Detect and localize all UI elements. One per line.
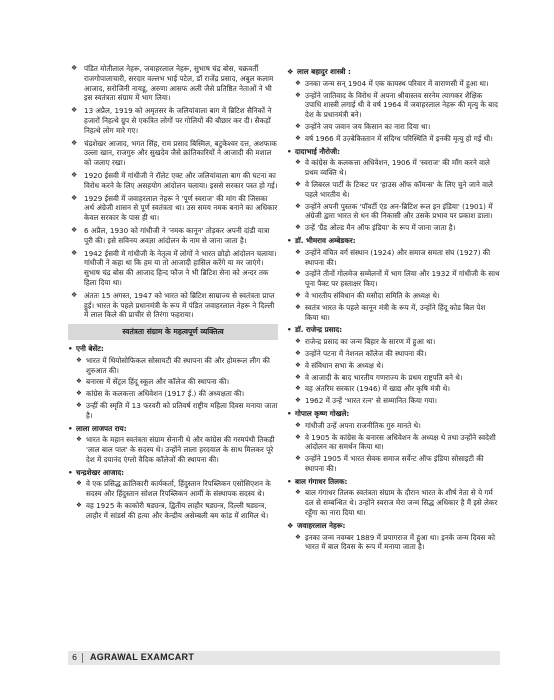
section-heading (287, 67, 500, 77)
right-column (287, 64, 500, 554)
section-heading (68, 344, 278, 354)
paragraph-text: चंद्रशेखर आजाद, भगत सिंह, राम प्रसाद बिस्मिल, बटुकेश्वर दत्त, अशफाक उल्ला खान, राजगुरु और सुखदेव जैसे क्रांतिकारियों ने आजादी की मशाल को जलाए रखा। (84, 138, 277, 168)
list-item-text: उन्होंने तीनों गोलमेज सम्मेलनों में भाग लिया और 1932 में गांधीजी के साथ पूना पैक्ट पर हस्ताक्षर किए। (305, 269, 500, 289)
diamond-bullet-icon: ❖ (76, 435, 82, 444)
section-bullet-icon: • (68, 467, 73, 477)
section-heading (287, 147, 500, 157)
paragraph-item (68, 171, 278, 191)
section-heading (287, 409, 500, 419)
left-column (68, 64, 278, 523)
list-item-text: वे संविधान सभा के अध्यक्ष थे। (305, 360, 384, 370)
diamond-bullet-icon: ❖ (71, 64, 78, 72)
paragraph-item (68, 194, 278, 223)
diamond-bullet-icon: ❖ (71, 225, 78, 234)
list-item (287, 421, 500, 431)
section-title: दादाभाई नौरोजी: (295, 146, 341, 156)
diamond-bullet-icon: ❖ (71, 290, 78, 299)
list-item-text: वे लिबरल पार्टी के टिकट पर 'हाउस ऑफ कॉमन्स' के लिए चुने जाने वाले पहले भारतीय थे। (305, 179, 493, 199)
list-item (287, 488, 500, 517)
section-title: लाला लाजपत राय: (76, 423, 127, 433)
list-item (287, 291, 500, 301)
list-item-text: भारत में थियोसोफिकल सोसायटी की स्थापना की और होमरूल लीग की शुरुआत की। (86, 355, 270, 375)
paragraph-text: 1920 ईसवी में गांधीजी ने रॉलेट एक्ट और जलियांवाला बाग की घटना का विरोध करने के लिए असहयोग आंदोलन चलाया। इससे सरकार पस्त हो गई। (84, 170, 278, 190)
list-item-text: भारत के महान स्वतंत्रता संग्राम सेनानी थे और कांग्रेस की गरमपंथी तिकड़ी 'लाल बाल पाल' के सदस्य थे। उन्होंने लाला हरदयाल के साथ मिलकर पूरे देश में दयानंद एंग्लो वैदिक कॉलेजों की स्थापना की। (86, 435, 275, 464)
diamond-bullet-icon: ❖ (295, 158, 301, 167)
list-item-text: वर्ष 1966 में उज़्बेकिस्तान में संदिग्ध परिस्थिति में इनकी मृत्यु हो गई थी। (305, 133, 493, 143)
diamond-bullet-icon: ❖ (295, 90, 301, 99)
diamond-bullet-icon: ❖ (76, 479, 82, 488)
list-item (287, 337, 500, 347)
paragraph-item (68, 106, 278, 135)
section-bullet-icon: ❖ (287, 520, 294, 530)
list-item-text: वे कांग्रेस के कलकत्ता अधिवेशन, 1906 में 'स्वराज' की माँग करने वाले प्रथम व्यक्ति थे। (305, 158, 490, 178)
section-heading (287, 236, 500, 246)
list-item (68, 435, 278, 464)
diamond-bullet-icon: ❖ (71, 193, 78, 202)
list-item (287, 223, 500, 233)
list-item (287, 91, 500, 120)
diamond-bullet-icon: ❖ (295, 201, 301, 210)
list-item-text: वे 1905 के कांग्रेस के बनारस अधिवेशन के अध्यक्ष थे तथा उन्होंने स्वदेशी आंदोलन का समर्थन किया था। (305, 432, 496, 452)
section-bullet-icon: • (68, 423, 73, 433)
paragraph-item (68, 291, 278, 320)
list-item (287, 433, 500, 453)
section-bullet-icon: ❖ (287, 67, 294, 76)
section-heading (287, 325, 500, 335)
paragraph-item (68, 64, 278, 103)
section-bullet-icon: • (287, 146, 292, 156)
list-item-text: बाल गंगाधर तिलक स्वतंत्रता संग्राम के दौरान भारत के शीर्ष नेता से ये गर्म दल से सम्बन्धित थे। उन्होंने स्वराज मेरा जन्म सिद्ध अधिकार है मैं इसे लेकर रहूँगा का नारा दिया था। (305, 488, 498, 518)
list-item (287, 269, 500, 289)
list-item-text: उन्हें 'ग्रैंड ओल्ड मैन ऑफ इंडिया' के रूप में जाना जाता है। (305, 223, 456, 233)
diamond-bullet-icon: ❖ (295, 269, 301, 278)
list-item-text: उन्होंने पटना में नेशनल कॉलेज की स्थापना की। (305, 348, 427, 358)
list-item (287, 384, 500, 394)
diamond-bullet-icon: ❖ (295, 302, 301, 311)
diamond-bullet-icon: ❖ (295, 121, 301, 130)
list-item (287, 303, 500, 323)
section-bullet-icon: • (287, 476, 292, 486)
paragraph-text: अंततः 15 अगस्त, 1947 को भारत को ब्रिटिश साम्राज्य से स्वतंत्रता प्राप्त हुई। भारत के पहले प्रधानमंत्री के रूप में पंडित जवाहरलाल नेहरू ने दिल्ली में लाल किले की प्राचीर से तिरंगा फहराया। (84, 290, 275, 320)
section-bullet-icon: • (68, 343, 73, 353)
list-item (287, 202, 500, 222)
list-item-text: स्वतंत्र भारत के पहले कानून मंत्री के रूप में, उन्होंने हिंदू कोड बिल पेश किया था। (305, 302, 486, 322)
list-item (68, 377, 278, 387)
diamond-bullet-icon: ❖ (295, 488, 301, 497)
diamond-bullet-icon: ❖ (295, 133, 301, 142)
diamond-bullet-icon: ❖ (295, 179, 301, 188)
section-title: बाल गंगाधर तिलक: (295, 476, 348, 486)
section-title: डॉ. राजेन्द्र प्रसाद: (295, 325, 343, 335)
list-item (68, 501, 278, 521)
list-item-text: वे भारतीय संविधान की मसौदा समिति के अध्यक्ष थे। (305, 290, 440, 300)
list-item (287, 122, 500, 132)
list-item (287, 158, 500, 178)
list-item (287, 533, 500, 553)
section-banner: स्वतंत्रता संग्राम के महत्वपूर्ण व्यक्तित्व (68, 324, 278, 340)
diamond-bullet-icon: ❖ (76, 355, 82, 364)
diamond-bullet-icon: ❖ (71, 138, 78, 147)
diamond-bullet-icon: ❖ (295, 290, 301, 299)
section-heading (68, 468, 278, 478)
list-item-text: इनका जन्म नवम्बर 1889 में प्रयागराज में हुआ था। इनके जन्म दिवस को भारत में बाल दिवस के रूप में मनाया जाता है। (305, 532, 495, 552)
list-item-text: उन्होंने अपनी पुस्तक 'पॉवर्टी एंड अन-ब्रिटिश रूल इन इंडिया' (1901) में अंग्रेजी द्वारा भारत से धन की निकासी और उसके प्रभाव पर प्रकाश डाला। (305, 201, 493, 221)
list-item (287, 248, 500, 268)
list-item (68, 356, 278, 376)
list-item-text: उन्होंने 1905 में भारत सेवक समाज सर्वेन्ट ऑफ इंडिया सोसाइटी की स्थापना की। (305, 454, 484, 473)
footer-divider (82, 653, 83, 663)
diamond-bullet-icon: ❖ (295, 223, 301, 232)
brand-logo-text: AGRAWAL EXAMCART (90, 652, 195, 662)
section-heading (68, 424, 278, 434)
list-item-text: कांग्रेस के कलकत्ता अधिवेशन (1917 ई.) की अध्यक्षता की। (86, 389, 245, 399)
list-item-text: वे आजादी के बाद भारतीय गणराज्य के प्रथम राष्ट्रपति बने थे। (305, 372, 463, 382)
list-item (287, 361, 500, 371)
section-bullet-icon: • (287, 235, 292, 245)
diamond-bullet-icon: ❖ (71, 170, 78, 179)
list-item (68, 389, 278, 399)
list-item-text: उनका जन्म सन् 1904 में एक कायस्थ परिवार में वाराणसी में हुआ था। (305, 78, 489, 88)
list-item-text: 1962 में उन्हें 'भारत रत्न' से सम्मानित किया गया। (305, 396, 437, 406)
list-item-text: वे एक प्रसिद्ध क्रांतिकारी कार्यकर्ता, हिंदुस्तान रिपब्लिकन एसोसिएशन के सदस्य और हिंदुस्तान सोशल रिपब्लिकन आर्मी के संस्थापक सदस्य थे। (86, 479, 271, 499)
list-item-text: बनारस में सेंट्रल हिंदू स्कूल और कॉलेज की स्थापना की। (86, 377, 230, 387)
paragraph-item (68, 249, 278, 288)
diamond-bullet-icon: ❖ (295, 432, 301, 441)
list-item (287, 180, 500, 200)
diamond-bullet-icon: ❖ (71, 106, 78, 115)
diamond-bullet-icon: ❖ (295, 348, 301, 357)
section-title: जवाहरलाल नेहरू: (297, 520, 346, 530)
diamond-bullet-icon: ❖ (295, 420, 301, 429)
list-item (287, 373, 500, 383)
diamond-bullet-icon: ❖ (76, 501, 82, 510)
paragraph-text: पंडित मोतीलाल नेहरू, जवाहरलाल नेहरू, सुभाष चंद्र बोस, चक्रवर्ती राजगोपालाचारी, सरदार वल्लभ भाई पटेल, डॉ राजेंद्र प्रसाद, अबुल कलाम आजाद, सरोजिनी नायडू, अरुणा आसफ अली जैसे प्रतिष्ठित नेताओं ने भी इस स्वतंत्रता संग्राम में भाग लिया। (84, 64, 274, 103)
diamond-bullet-icon: ❖ (295, 532, 301, 541)
section-bullet-icon: • (287, 408, 292, 418)
diamond-bullet-icon: ❖ (76, 400, 82, 409)
paragraph-text: 13 अप्रैल, 1919 को अमृतसर के जलियांवाला बाग में ब्रिटिश सैनिकों ने हजारों निहत्थे ग्रुप से एकत्रित लोगों पर गोलियों की बौछार कर दी। सैकड़ों निहत्थे लोग मारे गए। (84, 106, 272, 135)
section-heading (287, 521, 500, 531)
section-title: चन्द्रशेखर आजाद: (76, 467, 125, 477)
list-item (287, 349, 500, 359)
list-item (68, 401, 278, 421)
diamond-bullet-icon: ❖ (295, 396, 301, 405)
page-number: 6 (72, 653, 78, 662)
diamond-bullet-icon: ❖ (71, 248, 78, 257)
list-item-text: उन्होंने जातिवाद के विरोध में अपना श्रीवास्तव सरनेम त्यागकर शैक्षिक उपाधि शास्त्री लगाई थी वे वर्ष 1964 में जवाहरलाल नेहरू की मृत्यु के बाद देश के प्रधानमंत्री बने। (305, 90, 498, 120)
section-bullet-icon: • (287, 325, 292, 335)
list-item (68, 479, 278, 499)
list-item-text: वह अंतरिम सरकार (1946) में खाद्य और कृषि मंत्री थे। (305, 384, 450, 394)
list-item (287, 454, 500, 474)
diamond-bullet-icon: ❖ (295, 384, 301, 393)
paragraph-item (68, 226, 278, 246)
list-item-text: वह 1925 के काकोरी षड्यन्त्र, द्वितीय लाहौर षड्यन्त्र, दिल्ली षड्यन्त्र, लाहौर में सांडर्स की हत्या और केन्द्रीय असेम्बली बम कांड में शामिल थे। (86, 501, 269, 520)
section-heading (287, 477, 500, 487)
diamond-bullet-icon: ❖ (295, 360, 301, 369)
section-title: गोपाल कृष्ण गोखले: (295, 408, 350, 418)
diamond-bullet-icon: ❖ (295, 247, 301, 256)
page-footer (68, 651, 500, 665)
diamond-bullet-icon: ❖ (295, 337, 301, 346)
list-item-text: उन्होंने जय जवान जय किसान का नारा दिया था। (305, 121, 431, 131)
list-item-text: गांधीजी उन्हें अपना राजनीतिक गुरु मानते थे। (305, 420, 421, 430)
diamond-bullet-icon: ❖ (295, 454, 301, 463)
diamond-bullet-icon: ❖ (295, 78, 301, 87)
paragraph-text: 6 अप्रैल, 1930 को गांधीजी ने 'नमक कानून' तोड़कर अपनी दांडी यात्रा पूरी की। इसे सविनय अवज्ञा आंदोलन के नाम से जाना जाता है। (84, 225, 270, 245)
paragraph-text: 1929 ईसवी में जवाहरलाल नेहरू ने 'पूर्ण स्वराज' की मांग की जिसका अर्थ अंग्रेजी शासन से पूर्ण स्वतंत्रता था। उस समय नमक बनाने का अधिकार केवल सरकार के पास ही था। (84, 193, 278, 223)
list-item (287, 396, 500, 406)
list-item (287, 134, 500, 144)
diamond-bullet-icon: ❖ (295, 372, 301, 381)
section-title: लाल बहादुर शास्त्री : (297, 67, 351, 76)
paragraph-text: 1942 ईसवी में गांधीजी के नेतृत्व में लोगों ने भारत छोड़ो आंदोलन चलाया। गांधीजी ने कहा था कि हम या तो आजादी हासिल करेंगे या मर जाएंगे। सुभाष चंद्र बोस की आजाद हिन्द फौज ने भी ब्रिटिश सेना को अन्दर तक हिला दिया था। (84, 248, 277, 287)
list-item-text: उन्हीं की स्मृति में 13 फरवरी को प्रतिवर्ष राष्ट्रीय महिला दिवस मनाया जाता है। (86, 400, 278, 420)
section-title: एनी बेसेंट: (76, 343, 104, 353)
paragraph-item (68, 139, 278, 168)
list-item-text: राजेन्द्र प्रसाद का जन्म बिहार के सारण में हुआ था। (305, 337, 436, 347)
diamond-bullet-icon: ❖ (76, 389, 82, 398)
list-item-text: उन्होंने वंचित वर्ग संस्थान (1924) और समाज समता संघ (1927) की स्थापना की। (305, 247, 491, 267)
list-item (287, 79, 500, 89)
diamond-bullet-icon: ❖ (76, 377, 82, 386)
section-title: डॉ. भीमराव अम्बेडकर: (295, 235, 356, 245)
